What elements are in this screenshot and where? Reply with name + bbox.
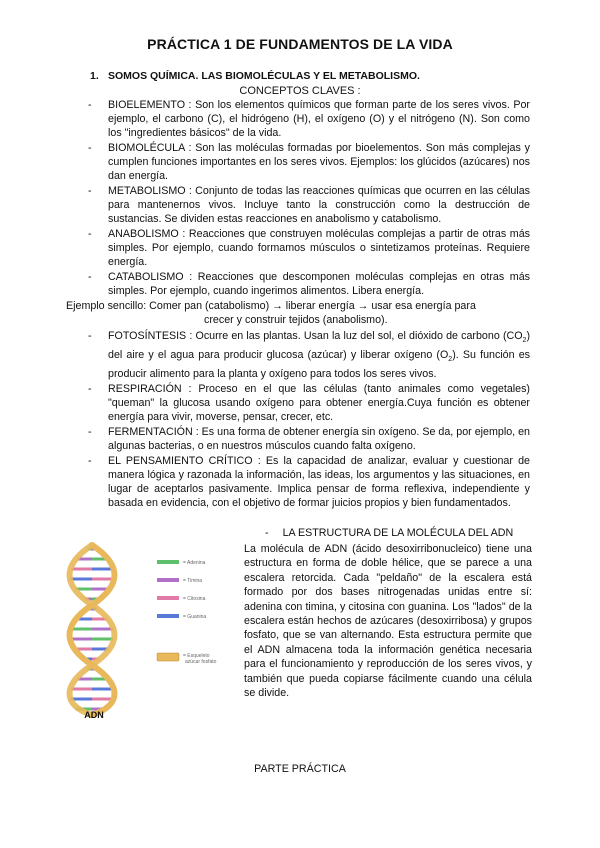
legend-label-backbone-2: azúcar fosfato — [185, 659, 217, 665]
dna-legend — [157, 560, 217, 665]
section-heading — [90, 70, 420, 82]
legend-label-cytosine: = Citosina — [183, 596, 206, 602]
section-number: 1. — [90, 70, 99, 82]
definition-item: - METABOLISMO : Conjunto de todas las reacciones químicas que ocurren en las células para mantenernos vivos. Incluye tanto la construcción como la destrucción de sustancias. Se dividen estas reacciones en anabolismo y catabolismo. — [88, 185, 530, 225]
definition-item-photosynthesis: - FOTOSÍNTESIS : Ocurre en las plantas. Usan la luz del sol, el dióxido de carbono $(CO_2)$ del aire y el agua para producir glucosa (azúcar) y liberar oxígeno $(O_2)$. Su función es producir alimento para la planta y oxígeno para todos los seres vivos. — [88, 330, 531, 381]
key-concepts-label: CONCEPTOS CLAVES : — [239, 85, 361, 97]
section-title: SOMOS QUÍMICA. LAS BIOMOLÉCULAS Y EL METABOLISMO. — [108, 70, 420, 82]
dna-base-pairs — [70, 549, 113, 709]
dna-diagram — [62, 540, 242, 720]
definition-item: - RESPIRACIÓN : Proceso en el que las células (tanto animales como vegetales) "queman" la glucosa usando oxígeno para obtener energía.Cuya función es obtener energía para vivir, moverse, pensar, crecer, etc. — [88, 383, 530, 424]
legend-label-guanine: = Guanina — [183, 614, 207, 620]
example-block — [66, 299, 530, 327]
page-title: PRÁCTICA 1 DE FUNDAMENTOS DE LA VIDA — [147, 36, 453, 52]
definition-item: - ANABOLISMO : Reacciones que construyen moléculas complejas a partir de otras más simples. Por ejemplo, cuando formamos músculos o sintetizamos proteínas. Requiere energía. — [88, 228, 530, 268]
definition-item: - EL PENSAMIENTO CRÍTICO : Es la capacidad de analizar, evaluar y cuestionar de manera lógica y razonada la información, las ideas, los argumentos y las situaciones, en lugar de aceptarlos pasivamente. Implica pensar de forma reflexiva, independiente y basada en evidencia, con el objetivo de formar juicios propios y bien fundamentados. — [88, 455, 530, 510]
practical-part-heading: PARTE PRÁCTICA — [254, 763, 346, 775]
definition-item: - FERMENTACIÓN : Es una forma de obtener energía sin oxígeno. Se da, por ejemplo, en algunas bacterias, o en nuestros músculos cuando falta oxígeno. — [88, 426, 530, 453]
dna-section-heading: - LA ESTRUCTURA DE LA MOLÉCULA DEL ADN — [265, 527, 514, 539]
definition-item: - CATABOLISMO : Reacciones que descomponen moléculas complejas en otras más simples. Por ejemplo, cuando ingerimos alimentos. Libera energía. — [88, 271, 530, 297]
legend-swatch-cytosine — [157, 596, 179, 600]
legend-label-backbone-1: = Esqueleto — [183, 653, 210, 659]
legend-swatch-backbone — [157, 653, 179, 661]
definitions-list — [66, 98, 531, 511]
legend-swatch-guanine — [157, 614, 179, 618]
legend-swatch-adenine — [157, 560, 179, 564]
legend-label-thymine: = Timina — [183, 578, 203, 584]
example-line-2: crecer y construir tejidos (anabolismo). — [204, 314, 388, 326]
definition-item: - BIOELEMENTO : Son los elementos químicos que forman parte de los seres vivos. Por ejemplo, el carbono (C), el hidrógeno (H), el oxígeno (O) y el nitrógeno (N). Son como los "ingredientes básicos" de la vida. — [88, 99, 530, 139]
legend-swatch-thymine — [157, 578, 179, 582]
definition-item: - BIOMOLÉCULA : Son las moléculas formadas por bioelementos. Son más complejas y cumplen funciones importantes en los seres vivos. Ejemplos: los glúcidos (azúcares) nos dan energía. — [88, 142, 530, 182]
legend-label-adenine: = Adenina — [183, 560, 206, 566]
dna-label: ADN — [84, 710, 104, 720]
example-line-1: Ejemplo sencillo: Comer pan (catabolismo) → liberar energía → usar esa energía para — [66, 300, 476, 312]
dna-section-text: La molécula de ADN (ácido desoxirribonucleico) tiene una estructura en forma de doble hélice, que se parece a una escalera retorcida. Cada "peldaño" de la escalera está formado por dos bases nitrogenadas unidas entre sí: adenina con timina, y citosina con guanina. Los "lados" de la escalera están hechos de azúcares (desoxirribosa) y grupos fosfato, que se van alternando. Esta estructura permite que el ADN almacena toda la información genética necesaria para el funcionamiento y reproducción de los seres vivos, y también que pueda copiarse fácilmente cuando una célula se divide. — [244, 543, 532, 700]
